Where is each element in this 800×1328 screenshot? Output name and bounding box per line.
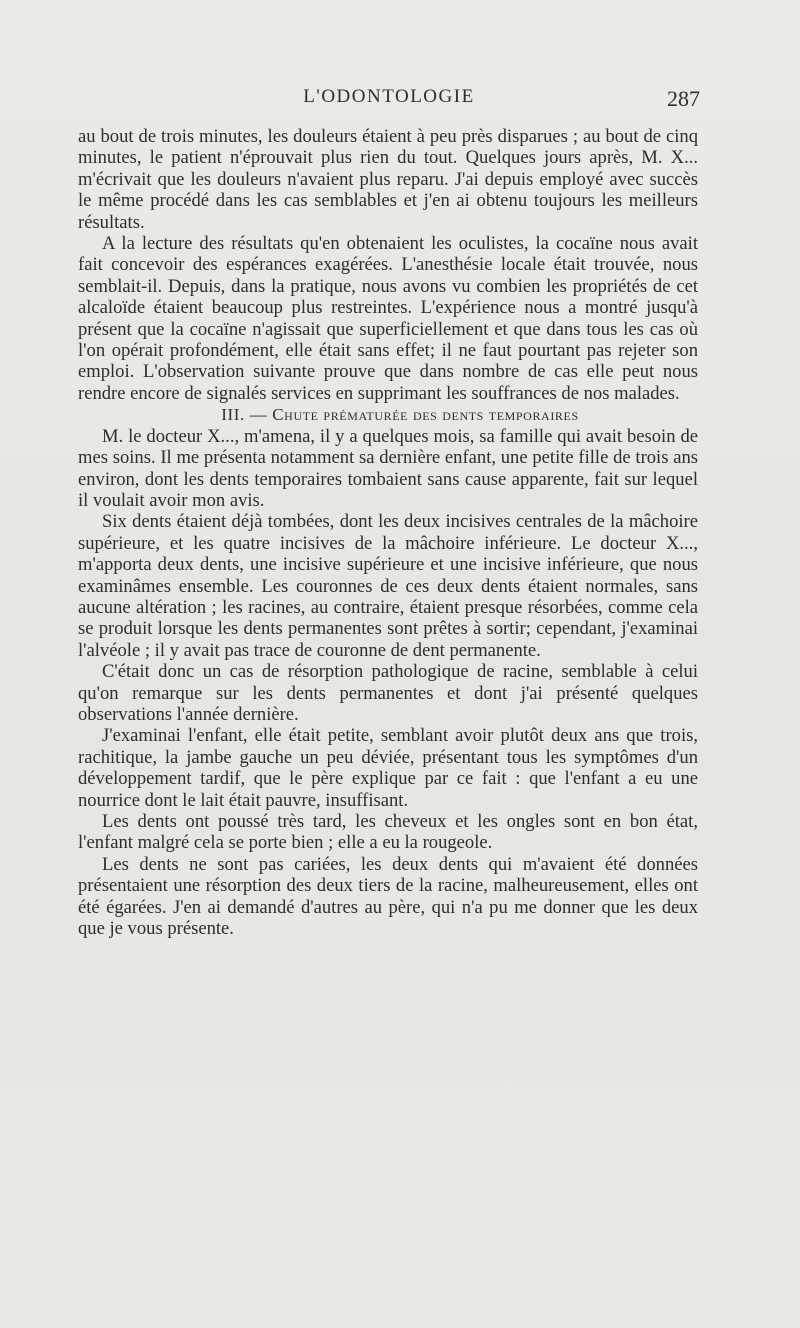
paragraph: J'examinai l'enfant, elle était petite, semblant avoir plutôt deux ans que trois, rachitique, la jambe gauche un peu déviée, présentant tous les symptômes d'un développement tardif, que le père explique par ce fait : que l'enfant a eu une nourrice dont le lait était pauvre, insuffisant. <box>78 725 698 811</box>
paragraph: au bout de trois minutes, les douleurs étaient à peu près disparues ; au bout de cinq minutes, le patient n'éprouvait plus rien du tout. Quelques jours après, M. X... m'écrivait que les douleurs n'avaient plus reparu. J'ai depuis employé avec succès le même procédé dans les cas semblables et j'en ai obtenu toujours les meilleurs résultats. <box>78 126 698 233</box>
section-title: Chute prématurée des dents temporaires <box>272 405 579 425</box>
paragraph: Les dents ont poussé très tard, les cheveux et les ongles sont en bon état, l'enfant malgré cela se porte bien ; elle a eu la rougeole. <box>78 811 698 854</box>
paragraph: C'était donc un cas de résorption pathologique de racine, semblable à celui qu'on remarque sur les dents permanentes et dont j'ai présenté quelques observations l'année dernière. <box>78 661 698 725</box>
body-text <box>78 126 698 939</box>
running-title: L'ODONTOLOGIE <box>303 86 475 107</box>
page-number: 287 <box>667 86 700 111</box>
page-header <box>78 86 700 120</box>
paragraph: Les dents ne sont pas cariées, les deux dents qui m'avaient été données présentaient une résorption des deux tiers de la racine, malheureusement, elles ont été égarées. J'en ai demandé d'autres au père, qui n'a pu me donner que les deux que je vous présente. <box>78 853 698 940</box>
paragraph: Six dents étaient déjà tombées, dont les deux incisives centrales de la mâchoire supérieure, et les quatre incisives de la mâchoire inférieure. Le docteur X..., m'apporta deux dents, une incisive supérieure et une incisive inférieure, que nous examinâmes ensemble. Les couronnes de ces deux dents étaient normales, sans aucune altération ; les racines, au contraire, étaient presque résorbées, comme cela se produit lorsque les dents permanentes sont prêtes à sortir; cependant, j'examinai l'alvéole ; il y avait pas trace de couronne de dent permanente. <box>78 511 698 661</box>
paragraph: M. le docteur X..., m'amena, il y a quelques mois, sa famille qui avait besoin de mes soins. Il me présenta notamment sa dernière enfant, une petite fille de trois ans environ, dont les dents temporaires tombaient sans cause apparente, fait sur lequel il voulait avoir mon avis. <box>78 425 698 511</box>
section-dash: — <box>249 405 268 425</box>
section-heading <box>78 404 698 425</box>
paragraph: A la lecture des résultats qu'en obtenaient les oculistes, la cocaïne nous avait fait concevoir des espérances exagérées. L'anesthésie locale était trouvée, nous semblait-il. Depuis, dans la pratique, nous avons vu combien les propriétés de cet alcaloïde étaient beaucoup plus restreintes. L'expérience nous a montré jusqu'à présent que la cocaïne n'agissait que superficiellement et que dans tous les cas où l'on opérait profondément, elle était sans effet; il ne faut pourtant pas rejeter son emploi. L'observation suivante prouve que dans nombre de cas elle peut nous rendre encore de signalés services en supprimant les souffrances de nos malades. <box>78 233 698 404</box>
section-number: III. <box>221 405 245 425</box>
